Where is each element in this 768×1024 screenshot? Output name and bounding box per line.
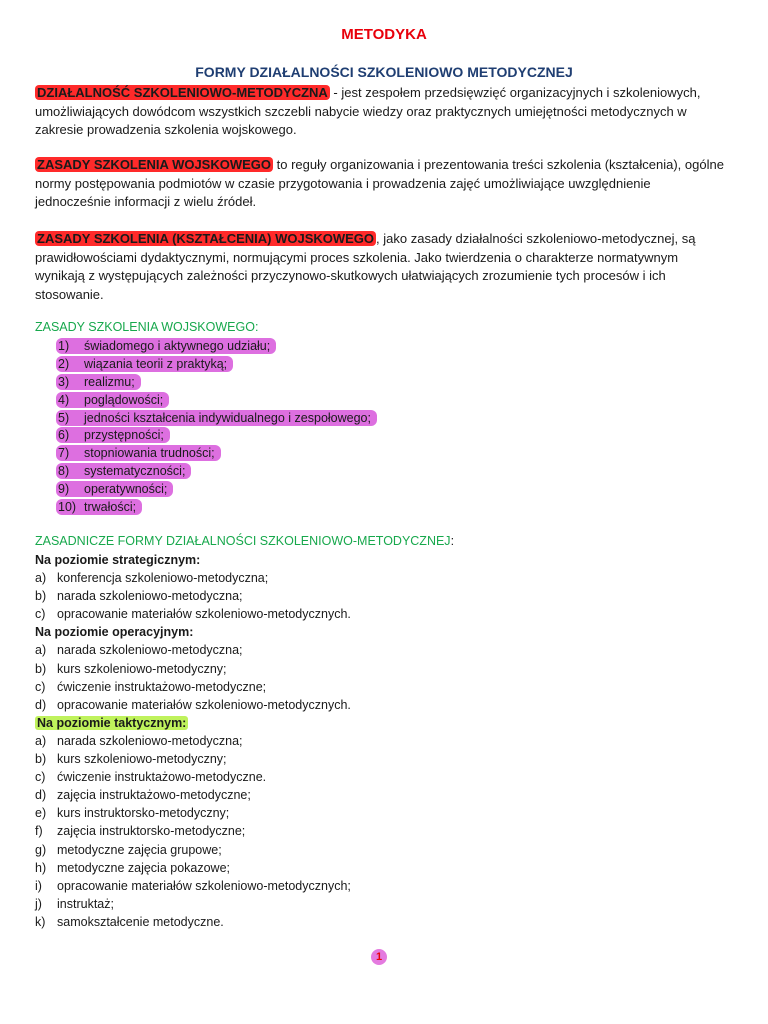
list-item — [35, 822, 351, 840]
forms-list — [35, 551, 351, 931]
item-number: 6) — [58, 428, 70, 443]
list-item — [56, 499, 377, 517]
list-item — [35, 660, 351, 678]
item-letter: h) — [35, 860, 47, 875]
item-letter: a) — [35, 733, 47, 748]
item-text: opracowanie materiałów szkoleniowo-metodycznych. — [57, 607, 351, 622]
item-letter: a) — [35, 643, 47, 658]
document-title: METODYKA — [341, 26, 427, 43]
forms-heading — [35, 534, 454, 548]
item-text: kurs szkoleniowo-metodyczny; — [57, 661, 227, 676]
item-number: 4) — [58, 392, 70, 407]
list-item — [56, 356, 377, 374]
item-text: operatywności; — [84, 482, 168, 497]
item-text: metodyczne zajęcia pokazowe; — [57, 860, 231, 875]
highlighted-term: DZIAŁALNOŚĆ SZKOLENIOWO-METODYCZNA — [37, 85, 328, 100]
item-letter: d) — [35, 788, 47, 803]
level-label-tactical: Na poziomie taktycznym: — [37, 715, 187, 730]
list-item — [56, 463, 377, 481]
level-heading — [35, 551, 351, 569]
list-item — [56, 374, 377, 392]
item-text: konferencja szkoleniowo-metodyczna; — [57, 571, 269, 586]
item-letter: g) — [35, 842, 47, 857]
list-item — [35, 804, 351, 822]
item-letter: b) — [35, 589, 47, 604]
list-item — [35, 696, 351, 714]
list-item — [56, 481, 377, 499]
item-text: narada szkoleniowo-metodyczna; — [57, 643, 243, 658]
item-text: zajęcia instruktażowo-metodyczne; — [57, 788, 251, 803]
list-item — [35, 732, 351, 750]
item-letter: i) — [35, 878, 42, 893]
item-text: samokształcenie metodyczne. — [57, 914, 224, 929]
item-letter: j) — [35, 896, 42, 911]
principles-heading: ZASADY SZKOLENIA WOJSKOWEGO: — [35, 320, 259, 334]
definition-paragraph — [35, 230, 725, 304]
list-item — [35, 605, 351, 623]
item-number: 9) — [58, 482, 70, 497]
item-text: instruktaż; — [57, 896, 114, 911]
item-letter: b) — [35, 661, 47, 676]
list-item — [35, 678, 351, 696]
forms-heading-colon: : — [450, 534, 455, 548]
item-text: przystępności; — [84, 428, 164, 443]
item-text: systematyczności; — [84, 464, 186, 479]
document-subtitle: FORMY DZIAŁALNOŚCI SZKOLENIOWO METODYCZNEJ — [195, 64, 573, 80]
item-text: opracowanie materiałów szkoleniowo-metodycznych; — [57, 878, 351, 893]
item-number: 3) — [58, 374, 70, 389]
list-item — [35, 569, 351, 587]
item-text: jedności kształcenia indywidualnego i zespołowego; — [84, 410, 371, 425]
level-label-operational: Na poziomie operacyjnym: — [35, 625, 194, 640]
item-number: 8) — [58, 464, 70, 479]
list-item — [56, 392, 377, 410]
paragraph-text: to reguły organizowania i prezentowania treści szkolenia (kształcenia), ogólne normy postępowania podmiotów w czasie przygotowania i prowadzenia zajęć umożliwiające uwzględnienie jednocześnie informacji z wielu źródeł. — [35, 157, 724, 209]
item-text: ćwiczenie instruktażowo-metodyczne; — [57, 679, 267, 694]
item-text: ćwiczenie instruktażowo-metodyczne. — [57, 770, 267, 785]
page-number: 1 — [371, 949, 387, 965]
item-letter: f) — [35, 824, 43, 839]
item-number: 7) — [58, 446, 70, 461]
list-item — [56, 445, 377, 463]
list-item — [35, 786, 351, 804]
principles-list — [56, 338, 377, 517]
item-number: 5) — [58, 410, 70, 425]
list-item — [56, 427, 377, 445]
list-item — [35, 913, 351, 931]
list-item — [35, 895, 351, 913]
list-item — [35, 587, 351, 605]
item-text: opracowanie materiałów szkoleniowo-metodycznych. — [57, 697, 351, 712]
item-letter: c) — [35, 679, 46, 694]
list-item — [56, 410, 377, 428]
list-item — [35, 750, 351, 768]
level-heading — [35, 623, 351, 641]
item-text: świadomego i aktywnego udziału; — [84, 339, 271, 353]
item-text: kurs szkoleniowo-metodyczny; — [57, 752, 227, 767]
list-item — [56, 338, 377, 356]
list-item — [35, 877, 351, 895]
item-text: zajęcia instruktorsko-metodyczne; — [57, 824, 246, 839]
item-text: narada szkoleniowo-metodyczna; — [57, 733, 243, 748]
item-number: 2) — [58, 356, 70, 371]
item-number: 10) — [58, 500, 77, 515]
list-item — [35, 859, 351, 877]
item-letter: a) — [35, 571, 47, 586]
list-item — [35, 768, 351, 786]
definition-paragraph — [35, 84, 725, 140]
item-letter: e) — [35, 806, 47, 821]
definition-paragraph — [35, 156, 725, 212]
highlighted-term: ZASADY SZKOLENIA (KSZTAŁCENIA) WOJSKOWEGO — [37, 231, 375, 246]
item-letter: b) — [35, 752, 47, 767]
item-text: poglądowości; — [84, 392, 164, 407]
item-text: trwałości; — [84, 500, 137, 515]
forms-heading-text: ZASADNICZE FORMY DZIAŁALNOŚCI SZKOLENIOWO-METODYCZNEJ — [35, 534, 451, 548]
level-heading — [35, 714, 351, 732]
level-label-strategic: Na poziomie strategicznym: — [35, 553, 201, 567]
highlighted-term: ZASADY SZKOLENIA WOJSKOWEGO — [37, 157, 272, 172]
item-letter: d) — [35, 697, 47, 712]
item-letter: k) — [35, 914, 46, 929]
item-text: kurs instruktorsko-metodyczny; — [57, 806, 230, 821]
item-letter: c) — [35, 607, 46, 622]
item-letter: c) — [35, 770, 46, 785]
list-item — [35, 841, 351, 859]
item-number: 1) — [58, 339, 70, 353]
item-text: narada szkoleniowo-metodyczna; — [57, 589, 243, 604]
paragraph-text: , jako zasady działalności szkoleniowo-metodycznej, są prawidłowościami dydaktycznymi, normującymi proces szkolenia. Jako twierdzenia o charakterze normatywnym wynikają z występujących zależności przyczynowo-skutkowych ułatwiających zrozumienie tych procesów i ich stosowanie. — [35, 231, 696, 302]
list-item — [35, 641, 351, 659]
item-text: metodyczne zajęcia grupowe; — [57, 842, 222, 857]
item-text: stopniowania trudności; — [84, 446, 215, 461]
item-text: wiązania teorii z praktyką; — [84, 356, 228, 371]
paragraph-text: - jest zespołem przedsięwzięć organizacyjnych i szkoleniowych, umożliwiających dowódcom wszystkich szczebli nabycie wiedzy oraz praktycznych umiejętności metodycznych w zakresie prowadzenia szkolenia wojskowego. — [35, 85, 701, 137]
item-text: realizmu; — [84, 374, 135, 389]
